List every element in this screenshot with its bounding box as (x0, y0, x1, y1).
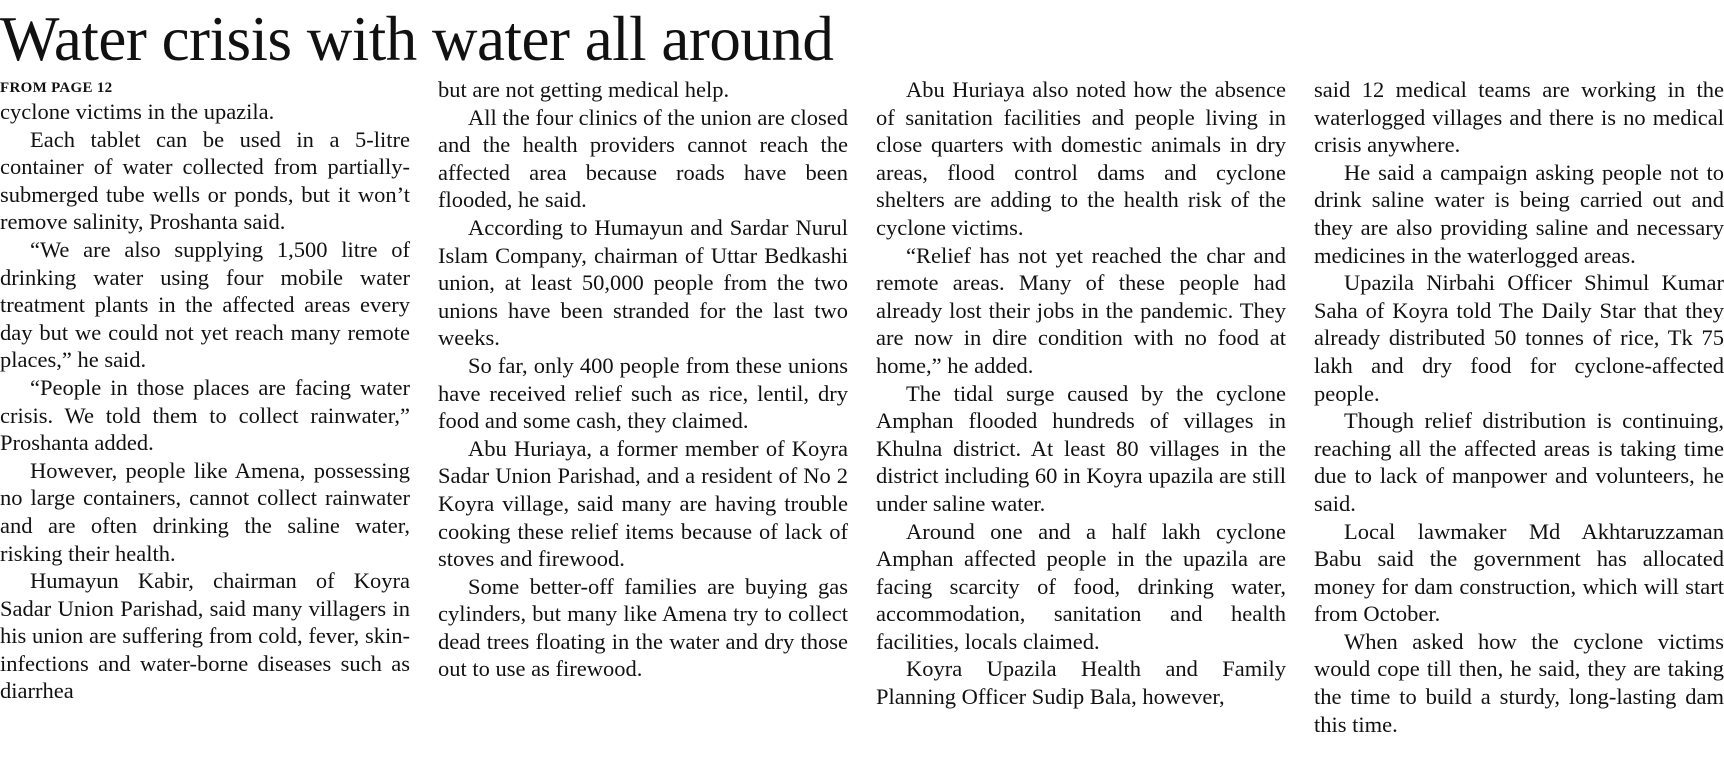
column-1 (0, 76, 410, 705)
headline: Water crisis with water all around (0, 4, 834, 74)
paragraph: Local lawmaker Md Akhtaruzzaman Babu said the government has allocated money for dam construction, which will start from October. (1314, 518, 1724, 627)
paragraph: “Relief has not yet reached the char and remote areas. Many of these people had already lost their jobs in the pandemic. They are now in dire condition with no food at home,” he added. (876, 242, 1286, 378)
paragraph: All the four clinics of the union are closed and the health providers cannot reach the affected area because roads have been flooded, he said. (438, 104, 848, 213)
paragraph: Koyra Upazila Health and Family Planning Officer Sudip Bala, however, (876, 656, 1286, 710)
paragraph: Upazila Nirbahi Officer Shimul Kumar Saha of Koyra told The Daily Star that they already distributed 50 tonnes of rice, Tk 75 lakh and dry food for cyclone-affected people. (1314, 270, 1724, 406)
paragraph: So far, only 400 people from these unions have received relief such as rice, lentil, dry food and some cash, they claimed. (438, 352, 848, 434)
paragraph: Some better-off families are buying gas cylinders, but many like Amena try to collect dead trees floating in the water and dry those out to use as firewood. (438, 573, 848, 682)
paragraph: Though relief distribution is continuing, reaching all the affected areas is taking time due to lack of manpower and volunteers, he said. (1314, 408, 1724, 516)
column-3 (876, 76, 1286, 711)
paragraph: “We are also supplying 1,500 litre of drinking water using four mobile water treatment plants in the affected areas every day but we could not yet reach many remote places,” he said. (0, 236, 410, 373)
paragraph: but are not getting medical help. (438, 77, 730, 102)
paragraph: cyclone victims in the upazila. (0, 99, 275, 124)
paragraph: Abu Huriaya also noted how the absence of sanitation facilities and people living in close quarters with domestic animals in dry areas, flood control dams and cyclone shelters are adding to the health risk of the cyclone victims. (876, 77, 1286, 240)
paragraph: According to Humayun and Sardar Nurul Islam Company, chairman of Uttar Bedkashi union, at least 50,000 people from the two unions have been stranded for the last two weeks. (438, 214, 848, 351)
paragraph: Humayun Kabir, chairman of Koyra Sadar Union Parishad, said many villagers in his union are suffering from cold, fever, skin-infections and water-borne diseases such as diarrhea (0, 568, 410, 704)
paragraph: Abu Huriaya, a former member of Koyra Sadar Union Parishad, and a resident of No 2 Koyra village, said many are having trouble cooking these relief items because of lack of stoves and firewood. (438, 435, 848, 572)
paragraph: Each tablet can be used in a 5-litre container of water collected from partially-submerged tube wells or ponds, but it won’t remove salinity, Proshanta said. (0, 126, 410, 235)
paragraph: However, people like Amena, possessing no large containers, cannot collect rainwater and are often drinking the saline water, risking their health. (0, 457, 410, 566)
paragraph: When asked how the cyclone victims would cope till then, he said, they are taking the time to build a sturdy, long-lasting dam this time. (1314, 628, 1724, 737)
column-4 (1314, 76, 1724, 738)
column-2 (438, 76, 848, 683)
paragraph: “People in those places are facing water crisis. We told them to collect rainwater,” Proshanta added. (0, 374, 410, 456)
paragraph: He said a campaign asking people not to drink saline water is being carried out and they are also providing saline and necessary medicines in the waterlogged areas. (1314, 159, 1724, 268)
paragraph: said 12 medical teams are working in the waterlogged villages and there is no medical crisis anywhere. (1314, 77, 1724, 158)
article-body (0, 76, 1724, 776)
continuation-kicker: FROM PAGE 12 (0, 80, 113, 96)
paragraph: Around one and a half lakh cyclone Amphan affected people in the upazila are facing scarcity of food, drinking water, accommodation, sanitation and health facilities, locals claimed. (876, 518, 1286, 654)
paragraph: The tidal surge caused by the cyclone Amphan flooded hundreds of villages in Khulna district. At least 80 villages in the district including 60 in Koyra upazila are still under saline water. (876, 380, 1286, 516)
